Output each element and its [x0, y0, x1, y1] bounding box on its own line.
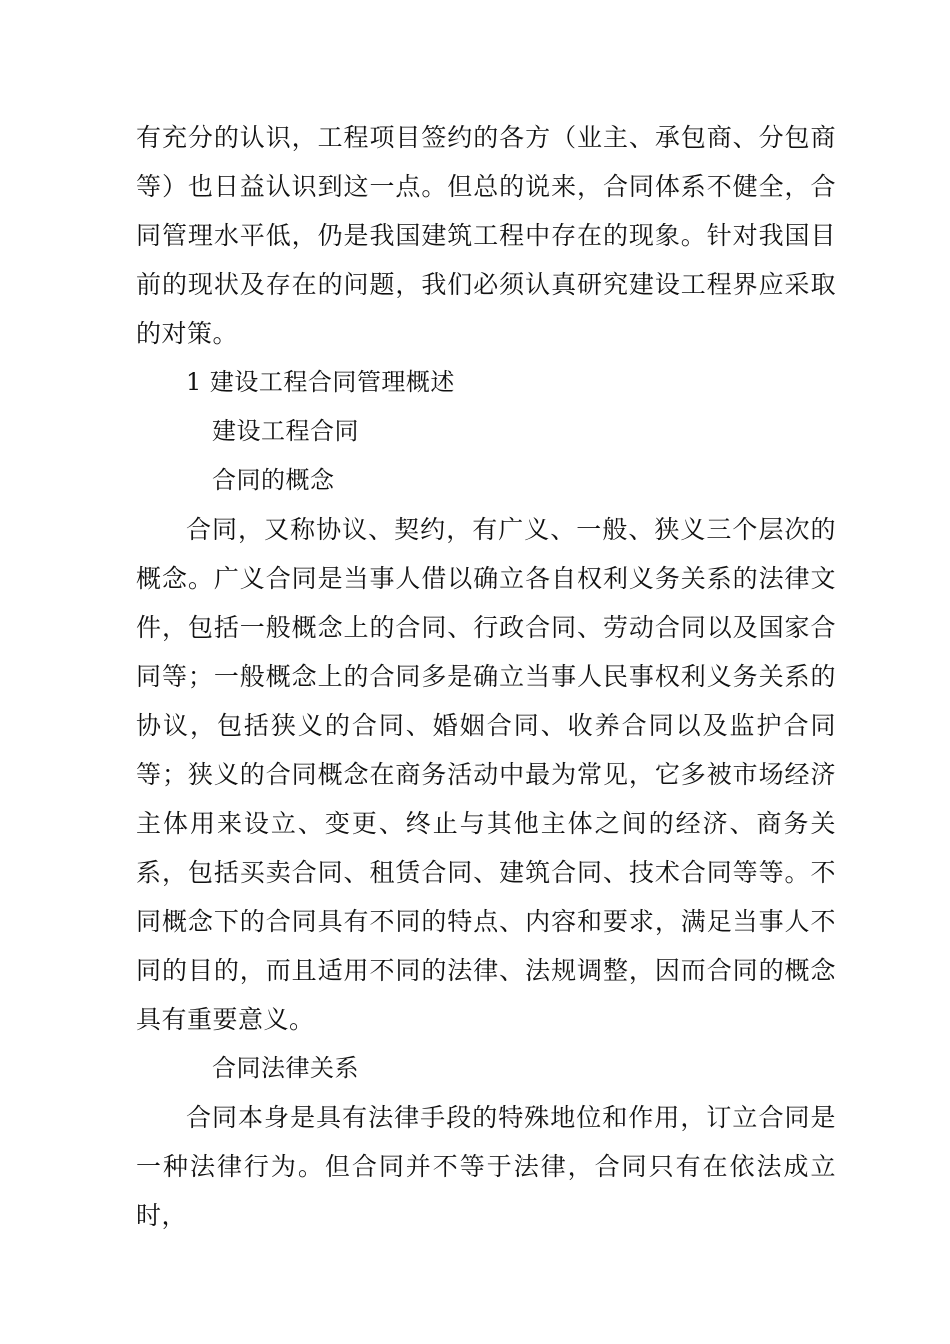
document-page	[136, 113, 836, 1240]
paragraph-legal-relation: 合同本身是具有法律手段的特殊地位和作用，订立合同是一种法律行为。但合同并不等于法律，合同只有在依法成立时，	[136, 1103, 836, 1230]
section-heading-1: 1 建设工程合同管理概述	[186, 368, 455, 396]
paragraph-contract-concept: 合同，又称协议、契约，有广义、一般、狭义三个层次的概念。广义合同是当事人借以确立各自权利义务关系的法律文件，包括一般概念上的合同、行政合同、劳动合同以及国家合同等；一般概念上的合同多是确立当事人民事权利义务关系的协议，包括狭义的合同、婚姻合同、收养合同以及监护合同等；狭义的合同概念在商务活动中最为常见，它多被市场经济主体用来设立、变更、终止与其他主体之间的经济、商务关系，包括买卖合同、租赁合同、建筑合同、技术合同等等。不同概念下的合同具有不同的特点、内容和要求，满足当事人不同的目的，而且适用不同的法律、法规调整，因而合同的概念具有重要意义。	[136, 515, 836, 1034]
subsection-heading-contract-concept: 合同的概念	[212, 466, 335, 494]
continuation-paragraph: 有充分的认识，工程项目签约的各方（业主、承包商、分包商等）也日益认识到这一点。但总的说来，合同体系不健全，合同管理水平低，仍是我国建筑工程中存在的现象。针对我国目前的现状及存在的问题，我们必须认真研究建设工程界应采取的对策。	[136, 123, 836, 348]
subsection-heading-construction-contract: 建设工程合同	[212, 417, 359, 445]
subsection-heading-legal-relation: 合同法律关系	[212, 1054, 359, 1082]
